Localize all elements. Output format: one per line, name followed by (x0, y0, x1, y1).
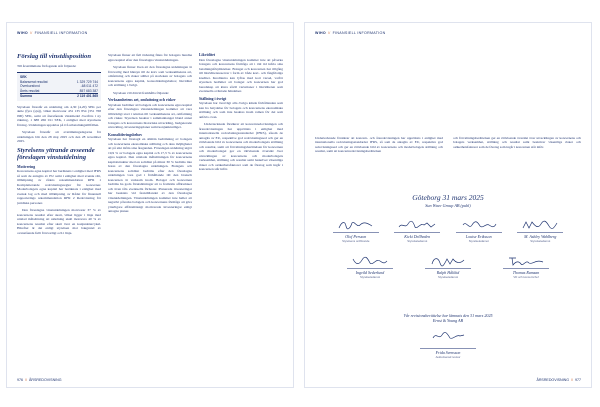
signatory-role: Styrelseledamot (359, 275, 381, 279)
row-value: 857 683 387 (79, 88, 98, 93)
signature-graphic-icon (428, 255, 468, 267)
signature-graphic-icon (350, 255, 390, 267)
record-date-paragraph: Styrelsen föreslår att avstämningsdagarna för utdelningen blir den 28 maj 2025 och den 28 november 2025. (17, 130, 101, 144)
auditor-role: Auktoriserad revisor (435, 355, 461, 359)
right-page-header: WIHO // FINANSIELL INFORMATION (315, 31, 386, 35)
row-label: Överkursfond (20, 84, 40, 89)
header-section: FINANSIELL INFORMATION (34, 31, 88, 35)
dividend-paragraph: Styrelsen föreslår en utdelning om 4,30 (4,20) SEK per aktie (fyra (sju)), vilket motsvarar 431 135 854 (351 768 090) SEK, samt att återstående vinstmedel överförs i ny räkning, 1 688 266 011 SEK, i enlighet med styrelsens förslag. Utdelningen uppdelas på två utbetalningstillfällen. (17, 104, 101, 127)
row-label: Årets resultat (20, 88, 40, 93)
column-3 (199, 53, 283, 373)
signature-graphic-icon (428, 330, 468, 342)
justification-paragraph: Styrelsen finner även att den föreslagna utdelningen är försvarlig med hänsyn till de krav som verksamhetens art, omfattning och risker ställer på storleken av bolagets och koncernens egna kapital, konsolideringsbehov, likviditet och ställning i övrigt. (108, 65, 192, 87)
auditor-signature (305, 329, 591, 359)
signature-row-1 (325, 219, 571, 243)
company-name: Sun Wave Group AB (publ) (425, 203, 471, 208)
column-2 (108, 53, 192, 373)
right-page-footer: ÅRSREDOVISNING // 977 (536, 378, 581, 382)
left-page (6, 22, 294, 388)
audit-note (305, 313, 591, 323)
signatory-role: Styrelseledamot (437, 275, 459, 279)
proposal-title: Förslag till vinstdisposition (17, 53, 92, 60)
liquidity-paragraph: Den föreslagna vinstutdelningen kommer inte att påverka bolagets och koncernens förmåga att i rätt tid infria sina betalningsförpliktelser. Bolaget och koncernen har tillgång till likviditetsreserver i form av både kort- och långfristiga krediter. Krediterna kan lyftas med kort varsel, varför styrelsen bedömer att bolaget och koncernen har god beredskap att klara såväl variationer i likviditeten som eventuella oväntade händelser. (199, 57, 283, 93)
signature-block (421, 255, 475, 279)
motivation-paragraph: Koncernens egna kapital har beräknats i enlighet med IFRS så som de antagits av EU samt i enlighet med svensk rätt, tillämpning av rådets rekommendation RFR 1 Kompletterande redovisningsregler för koncerner. Moderbolagets egna kapital har beräknats i enlighet med svensk lag och med tillämpning av Rådet för finansiell rapporterings rekommendation RFR 2 Redovisning för juridiska personer. (17, 169, 101, 205)
signature-block (513, 219, 567, 243)
audit-statement: Vår revisionsberättelse har lämnats den 31 mars 2025 (403, 313, 493, 318)
signature-row-2 (325, 255, 571, 279)
signatory-name: Kicki Dellheden (404, 234, 431, 239)
left-page-footer: 976 // ÅRSREDOVISNING (17, 378, 62, 382)
auditor-name: Frida Svensson (435, 350, 461, 355)
signatory-name: Ingvild Sederlund (355, 270, 385, 275)
consolidation-paragraph: Styrelsen har företagit en allmän bedömning av bolagets och koncernens ekonomiska ställning och dess möjligheter att på sikt infria sina åtaganden. Föreslagen utdelning utgör 19,9 % av bolagets egna kapital och 17,3 % av koncernens egna kapital. Den uttalade målsättningen för koncernens kapitalstruktur med en soliditet på minst 30 % bedöms inte hotas av den föreslagna utdelningen. Bolagets och koncernens soliditet bedöms efter den föreslagna utdelningen vara god i förhållande till den bransch koncernen är verksam inom. Bolaget och koncernen bedöms ha goda förutsättningar att ta framtida affärsrisker och även tåla eventuella förluster. Planerade investeringar har beaktats vid fastställandet av den föreslagna vinstutdelningen. Vinstutdelningen kommer inte heller att negativt påverka bolagets och koncernens förmåga att göra ytterligare affärsmässigt motiverade investeringar enligt antagna planer. (108, 137, 192, 213)
business-risks-heading: Verksamhetens art, omfattning och risker (108, 98, 176, 102)
signatory-role: Styrelsens ordförande (342, 239, 370, 243)
signatory-role: Styrelseledamot (407, 239, 428, 243)
signatory-role: Styrelseledamot (468, 239, 489, 243)
signature-graphic-icon (336, 219, 376, 231)
signatory-role: VD och koncernchef (513, 275, 539, 279)
total-value: 2 119 401 865 (77, 94, 98, 99)
signature-block (343, 255, 397, 279)
header-section: FINANSIELL INFORMATION (332, 31, 386, 35)
motivation-heading: Motivering (17, 164, 36, 169)
signatory-name: Ralph Hålikid (436, 270, 460, 275)
signature-graphic-icon (506, 255, 546, 267)
signatory-name: Thomas Ramsan (512, 270, 540, 275)
header-brand: WIHO (315, 31, 326, 35)
other-position-heading: Ställning i övrigt (199, 96, 227, 101)
board-statement-title: Styrelsens yttrande avseende föreslagen vinstutdelning (17, 146, 95, 161)
funds-table-heading: SEK (20, 74, 27, 79)
coverage-paragraph: Styrelsen finner att full täckning finns för bolagets bundna egna kapital efter den föreslagna vinstutdelningen. (108, 53, 192, 62)
business-risks-paragraph: Styrelsen bedömer att bolagets och koncernens egna kapital efter den föreslagna vinstutdelningen kommer att vara tillräckligt stort i relation till verksamhetens art, omfattning och risker. Styrelsen beaktar i sammanhanget bland annat bolagets och koncernens historiska utveckling, budgeterade utveckling, investeringsplaner samt konjunkturläget. (108, 102, 192, 129)
liquidity-heading: Likviditet (199, 53, 216, 57)
proposal-lead: Till årsstämmans förfogande står följande: (17, 64, 77, 68)
signature-block (452, 219, 506, 243)
page-number: 977 (575, 378, 581, 382)
consolidation-heading: Konsolideringsbehov (108, 132, 143, 137)
intro-right-text: och förvaltningsberättelsen ger en rättvisande översikt över utvecklingen av koncernens och bolagets verksamhet, ställning och resultat samt beskriver väsentliga risker och osäkerhetsfaktorer som de företag som ingår i koncernen står inför. (453, 136, 581, 149)
row-value: 1 329 729 744 (76, 79, 98, 84)
signatory-role: Styrelseledamot (530, 239, 551, 243)
table-total-row (20, 93, 98, 99)
assurance-paragraph: Undertecknade försäkrar att koncernredovisningen och årsredovisningen har upprättats i enlighet med internationella redovisningsstandarder (IFRS), såsom de antagits av EU, respektive god redovisningssed och ger en rättvisande bild av koncernens och moderbolagets ställning och resultat, samt att förvaltningsberättelsen för koncernen och moderbolaget ger en rättvisande översikt över utvecklingen av koncernens och moderbolagets verksamhet, ställning och resultat samt beskriver väsentliga risker och osäkerhetsfaktorer som de företag som ingår i koncernen står inför. (199, 122, 283, 171)
right-page (304, 22, 592, 388)
assurance-intro (315, 136, 581, 157)
total-label: Summa (20, 94, 32, 99)
signature-block (499, 255, 553, 279)
intro-left-text: Undertecknade försäkrar att koncern- och årsredovisningen har upprättats i enlighet med internationella redovisningsstandarder IFRS, så som de antagits av EU, respektive god redovisningssed och ger en rättvisande bild av koncernens och moderbolagets ställning och resultat, samt att koncernredovisningsberättelsen (315, 136, 443, 154)
footer-label: ÅRSREDOVISNING (536, 378, 569, 382)
place-date: Göteborg 31 mars 2025 (412, 193, 484, 202)
signature-graphic-icon (520, 219, 560, 231)
signature-block (329, 219, 383, 243)
left-columns (17, 53, 283, 373)
header-brand: WIHO (17, 31, 28, 35)
signatory-name: Louise Eriksson (465, 234, 492, 239)
signature-graphic-icon (459, 219, 499, 231)
emphasis-paragraph: Styrelsen vill därvid framhålla följande: (113, 90, 169, 95)
signatory-name: M. Ashley Wahlberg (524, 234, 557, 239)
row-label: Balanserat resultat (20, 79, 48, 84)
other-position-paragraph: Styrelsen har övervägt alla övriga kända förhållanden som kan ha betydelse för bolagets och koncernens ekonomiska ställning och som inte beaktas inom ramen för det som anförts ovan. (199, 101, 283, 119)
footer-label: ÅRSREDOVISNING (29, 378, 62, 382)
signature-graphic-icon (397, 219, 437, 231)
signatory-name: Olof Persson (345, 234, 367, 239)
audit-firm: Ernst & Young AB (432, 318, 464, 323)
page-number: 976 (17, 378, 23, 382)
dividend-ratio-paragraph: Den föreslagna vinstutdelningen motsvarar 37 % av koncernens resultat efter skatt, vilket ligger i linje med uttalad målsättning att utdelning skall motsvara 40 % av koncernens resultat efter skatt över en konjunkturcykel. Härefter är det enligt styrelsen mot bakgrund av ovanstående fullt försvarligt och i linje. (17, 208, 101, 235)
column-1 (17, 53, 101, 373)
row-value: -68 011 472 (80, 84, 98, 89)
signature-block (390, 219, 444, 243)
funds-table (17, 72, 101, 101)
left-page-header: WIHO // FINANSIELL INFORMATION (17, 31, 88, 35)
